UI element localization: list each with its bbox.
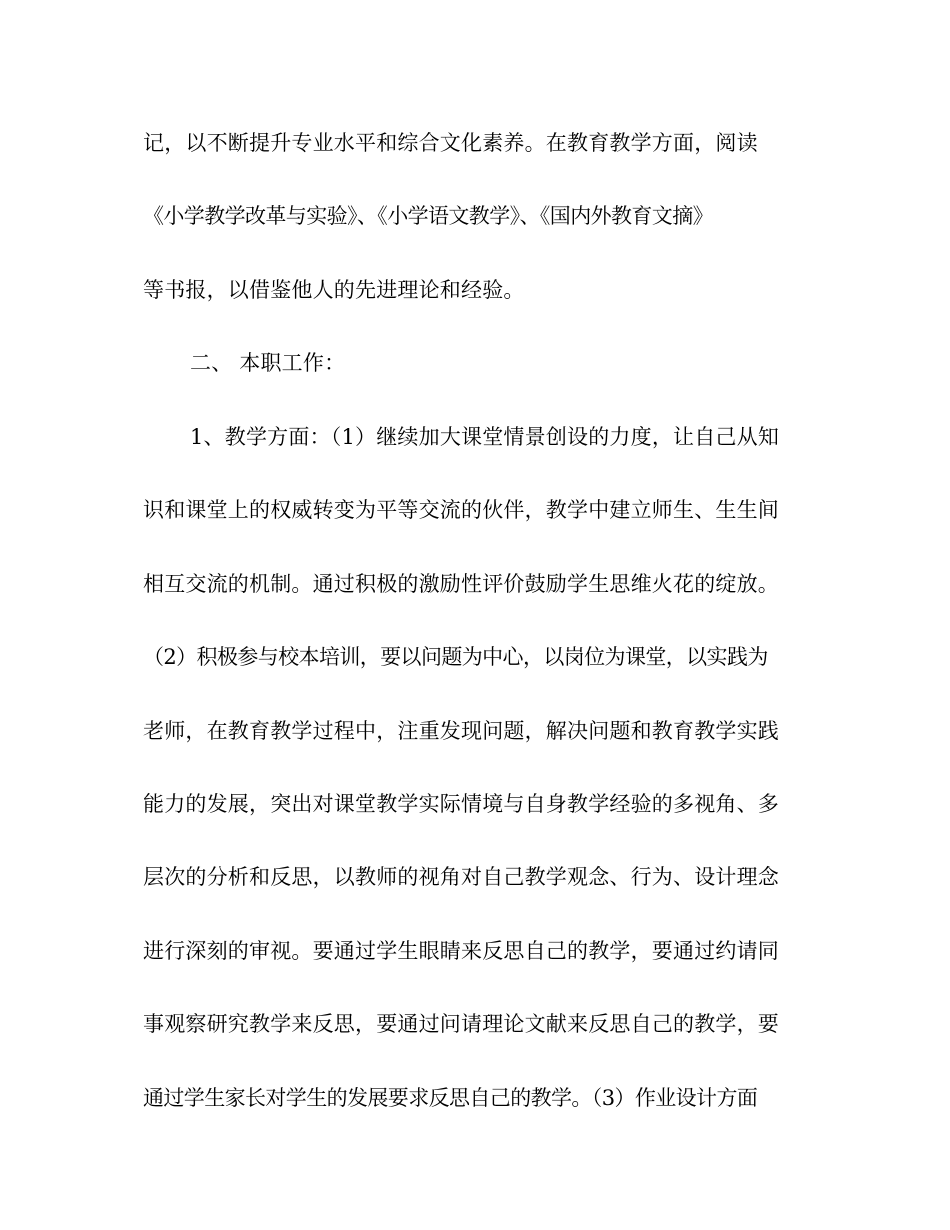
body-text-line: 《小学教学改革与实验》、《小学语文教学》、《国内外教育文摘》 — [143, 204, 713, 228]
body-text-line: 老师，在教育教学过程中，注重发现问题，解决问题和教育教学实践 — [143, 719, 779, 743]
body-text-line: （2）积极参与校本培训，要以问题为中心，以岗位为课堂，以实践为 — [143, 645, 768, 669]
section-heading: 二、 本职工作： — [190, 351, 346, 375]
body-text-line: 等书报，以借鉴他人的先进理论和经验。 — [143, 278, 525, 302]
body-text-line: 能力的发展，突出对课堂教学实际情境与自身教学经验的多视角、多 — [143, 792, 779, 816]
body-text-line: 1、教学方面：（1）继续加大课堂情景创设的力度，让自己从知 — [190, 425, 780, 449]
body-text-line: 事观察研究教学来反思，要通过问请理论文献来反思自己的教学，要 — [143, 1012, 779, 1036]
body-text-line: 通过学生家长对学生的发展要求反思自己的教学。（3）作业设计方面 — [143, 1086, 758, 1110]
body-text-line: 层次的分析和反思，以教师的视角对自己教学观念、行为、设计理念 — [143, 865, 779, 889]
body-text-line: 相互交流的机制。通过积极的激励性评价鼓励学生思维火花的绽放。 — [143, 572, 779, 596]
body-text-line: 识和课堂上的权威转变为平等交流的伙伴，教学中建立师生、生生间 — [143, 498, 779, 522]
body-text-line: 进行深刻的审视。要通过学生眼睛来反思自己的教学，要通过约请同 — [143, 939, 779, 963]
body-text-line: 记，以不断提升专业水平和综合文化素养。在教育教学方面，阅读 — [143, 131, 758, 155]
